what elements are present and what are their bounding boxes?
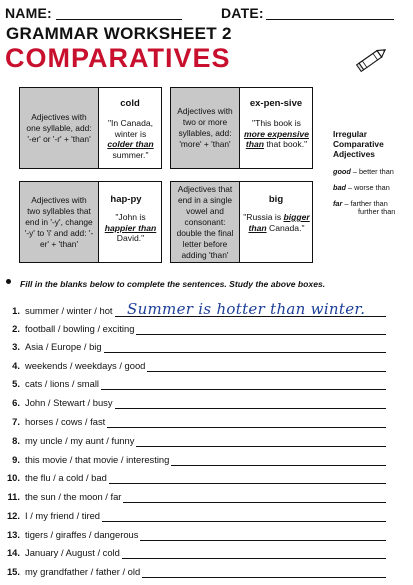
answer-line[interactable] (102, 521, 386, 522)
question-prompt: horses / cows / fast (25, 416, 106, 427)
rule-example-sentence: "John is happier than David." (104, 212, 157, 243)
answer-line[interactable] (136, 446, 386, 447)
rule-box-two-syllables (170, 87, 313, 169)
rule-example-word: hap-py (110, 194, 142, 205)
rule-example-word: big (268, 194, 284, 205)
rule-example-word: ex-pen-sive (249, 98, 303, 109)
question-number: 1. (12, 305, 20, 316)
answer-line[interactable] (107, 427, 386, 428)
answer-line[interactable] (101, 389, 386, 390)
rule-box-ending-y (19, 181, 162, 263)
instructions: Fill in the blanks below to complete the sentences. Study the above boxes. (20, 279, 326, 289)
question-prompt: John / Stewart / busy (25, 397, 113, 408)
question-number: 13. (6, 529, 20, 540)
question-row (4, 547, 404, 561)
answer-line[interactable] (147, 371, 386, 372)
question-row (4, 323, 404, 337)
rule-description: Adjectives with one syllable, add: '-er' or '-r' + 'than' (20, 88, 99, 168)
answer-line[interactable] (140, 540, 386, 541)
worksheet-subtitle: COMPARATIVES (5, 43, 231, 73)
question-prompt: summer / winter / hot (25, 305, 113, 316)
question-number: 3. (12, 341, 20, 352)
rule-description: Adjectives with two syllables that end in '-y', change '-y' to 'i' and add: '-er' + 'than' (20, 182, 99, 262)
rule-example-sentence: "In Canada, winter is colder than summer." (107, 118, 154, 160)
question-prompt: January / August / cold (25, 547, 120, 558)
question-row (4, 378, 404, 392)
rule-example-word: cold (120, 98, 140, 109)
rule-description: Adjectives with two or more syllables, add: 'more' + 'than' (171, 88, 240, 168)
answer-line[interactable] (142, 577, 386, 578)
question-row (4, 341, 404, 355)
rule-example-sentence: "This book is more expensive than that book." (244, 118, 309, 149)
date-label: DATE: (221, 5, 264, 21)
question-row (4, 566, 404, 580)
question-number: 9. (12, 454, 20, 465)
bullet-icon (6, 279, 11, 284)
irregular-heading: Irregular Comparative Adjectives (333, 129, 384, 159)
answer-line[interactable] (109, 483, 386, 484)
irregular-item: good – better than (333, 167, 394, 176)
question-number: 8. (12, 435, 20, 446)
question-row (4, 397, 404, 411)
question-row (4, 435, 404, 449)
question-row (4, 529, 404, 543)
question-prompt: tigers / giraffes / dangerous (25, 529, 139, 540)
question-prompt: cats / lions / small (25, 378, 99, 389)
question-number: 11. (7, 491, 20, 502)
answer-line[interactable] (123, 502, 386, 503)
question-number: 7. (12, 416, 20, 427)
question-prompt: my grandfather / father / old (25, 566, 141, 577)
name-field[interactable] (56, 19, 182, 20)
question-prompt: I / my friend / tired (25, 510, 101, 521)
question-number: 6. (12, 397, 20, 408)
question-row (4, 416, 404, 430)
irregular-item: far – farther than (333, 199, 388, 208)
answer-line[interactable] (136, 334, 386, 335)
name-label: NAME: (5, 5, 52, 21)
question-prompt: football / bowling / exciting (25, 323, 135, 334)
answer-line[interactable] (115, 408, 386, 409)
irregular-item: bad – worse than (333, 183, 390, 192)
rule-description: Adjectives that end in a single vowel and consonant: double the final letter before adding 'than' (171, 182, 240, 262)
question-number: 12. (6, 510, 20, 521)
question-prompt: Asia / Europe / big (25, 341, 102, 352)
question-prompt: the flu / a cold / bad (25, 472, 107, 483)
question-prompt: this movie / that movie / interesting (25, 454, 170, 465)
answer-1[interactable]: Summer is hotter than winter. (127, 300, 366, 318)
question-prompt: the sun / the moon / far (25, 491, 122, 502)
question-number: 14. (6, 547, 20, 558)
question-number: 5. (12, 378, 20, 389)
question-row (4, 472, 404, 486)
question-prompt: weekends / weekdays / good (25, 360, 146, 371)
question-number: 2. (12, 323, 20, 334)
irregular-item: further than (358, 207, 396, 216)
rule-box-one-syllable (19, 87, 162, 169)
question-row (4, 360, 404, 374)
question-number: 15. (6, 566, 20, 577)
pencil-icon (352, 44, 392, 74)
answer-line[interactable] (104, 352, 386, 353)
worksheet-title: GRAMMAR WORKSHEET 2 (6, 24, 232, 43)
question-number: 10. (6, 472, 20, 483)
question-row (4, 510, 404, 524)
question-prompt: my uncle / my aunt / funny (25, 435, 135, 446)
answer-line[interactable] (122, 558, 386, 559)
answer-line[interactable] (171, 465, 386, 466)
question-number: 4. (12, 360, 20, 371)
rule-example-sentence: "Russia is bigger than Canada." (243, 212, 310, 233)
question-row (4, 454, 404, 468)
rule-box-double-consonant (170, 181, 313, 263)
date-field[interactable] (266, 19, 394, 20)
question-row (4, 491, 404, 505)
